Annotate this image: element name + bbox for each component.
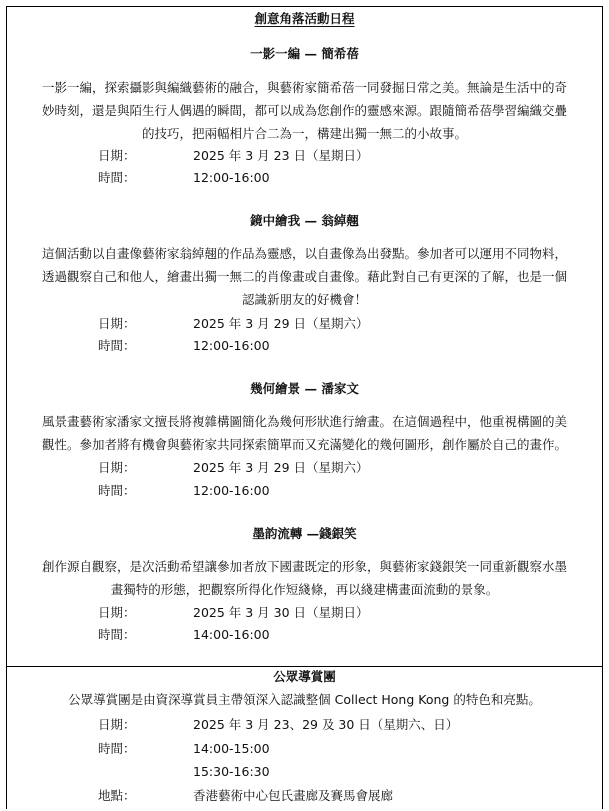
tour-heading: 公眾導賞團 [273, 669, 336, 684]
date-label: 日期： [98, 460, 136, 475]
page-title: 創意角落活動日程 [254, 11, 355, 26]
event-date: 2025 年 3 月 29 日（星期六） [193, 460, 369, 475]
tour-time-2: 15:30-16:30 [193, 764, 270, 779]
event-description [16, 242, 593, 311]
event-date: 2025 年 3 月 30 日（星期日） [193, 605, 369, 620]
description-line: 觀性。參加者將有機會與藝術家共同探索簡單而又充滿變化的幾何圖形，創作屬於自己的畫作。 [41, 437, 567, 452]
tour-description: 公眾導賞團是由資深導賞員主帶領深入認識整個 Collect Hong Kong 的特色和亮點。 [68, 692, 541, 707]
tour-venue: 香港藝術中心包氏畫廊及賽馬會展廊 [193, 788, 394, 803]
time-label: 時間： [98, 170, 136, 185]
event-heading: 鏡中繪我 — 翁綽翹 [250, 213, 359, 228]
description-line: 透過觀察自己和他人，繪畫出獨一無二的肖像畫或自畫像。藉此對自己有更深的了解，也是一個 [41, 269, 567, 284]
tour-date: 2025 年 3 月 23、29 及 30 日（星期六、日） [193, 717, 459, 732]
description-line: 這個活動以自畫像藝術家翁綽翹的作品為靈感，以自畫像為出發點。參加者可以運用不同物料， [41, 246, 567, 261]
event-heading: 墨韵流轉 —錢銀笑 [252, 526, 357, 541]
event-time: 12:00-16:00 [193, 338, 270, 353]
date-label: 日期： [98, 148, 136, 163]
description-line: 一影一編，探索攝影與編織藝術的融合，與藝術家簡希蓓一同發掘日常之美。無論是生活中的奇 [41, 80, 567, 95]
event-time: 12:00-16:00 [193, 170, 270, 185]
venue-label: 地點： [98, 788, 136, 803]
description-line: 創作源自觀察，是次活動希望讓參加者放下國畫既定的形象，與藝術家錢銀笑一同重新觀察水墨 [41, 559, 567, 574]
event-description [16, 410, 593, 456]
tour-time-1: 14:00-15:00 [193, 741, 270, 756]
date-label: 日期： [98, 316, 136, 331]
event-time: 12:00-16:00 [193, 483, 270, 498]
event-description [16, 555, 593, 601]
description-line: 畫獨特的形態，把觀察所得化作短綫條，再以綫建構畫面流動的景象。 [110, 582, 499, 597]
event-description [16, 76, 593, 145]
description-line: 認識新朋友的好機會！ [241, 292, 367, 307]
description-line: 的技巧，把兩幅相片合二為一，構建出獨一無二的小故事。 [141, 126, 467, 141]
event-heading: 一影一編 — 簡希蓓 [250, 46, 359, 61]
event-date: 2025 年 3 月 29 日（星期六） [193, 316, 369, 331]
date-label: 日期： [98, 717, 136, 732]
event-date: 2025 年 3 月 23 日（星期日） [193, 148, 369, 163]
event-heading: 幾何繪景 — 潘家文 [250, 381, 359, 396]
description-line: 妙時刻，還是與陌生行人偶遇的瞬間，都可以成為您創作的靈感來源。跟隨簡希蓓學習編織交疊 [41, 103, 567, 118]
time-label: 時間： [98, 627, 136, 642]
date-label: 日期： [98, 605, 136, 620]
time-label: 時間： [98, 741, 136, 756]
description-line: 風景畫藝術家潘家文擅長將複雜構圖簡化為幾何形狀進行繪畫。在這個過程中，他重視構圖的美 [41, 414, 567, 429]
event-time: 14:00-16:00 [193, 627, 270, 642]
time-label: 時間： [98, 338, 136, 353]
time-label: 時間： [98, 483, 136, 498]
